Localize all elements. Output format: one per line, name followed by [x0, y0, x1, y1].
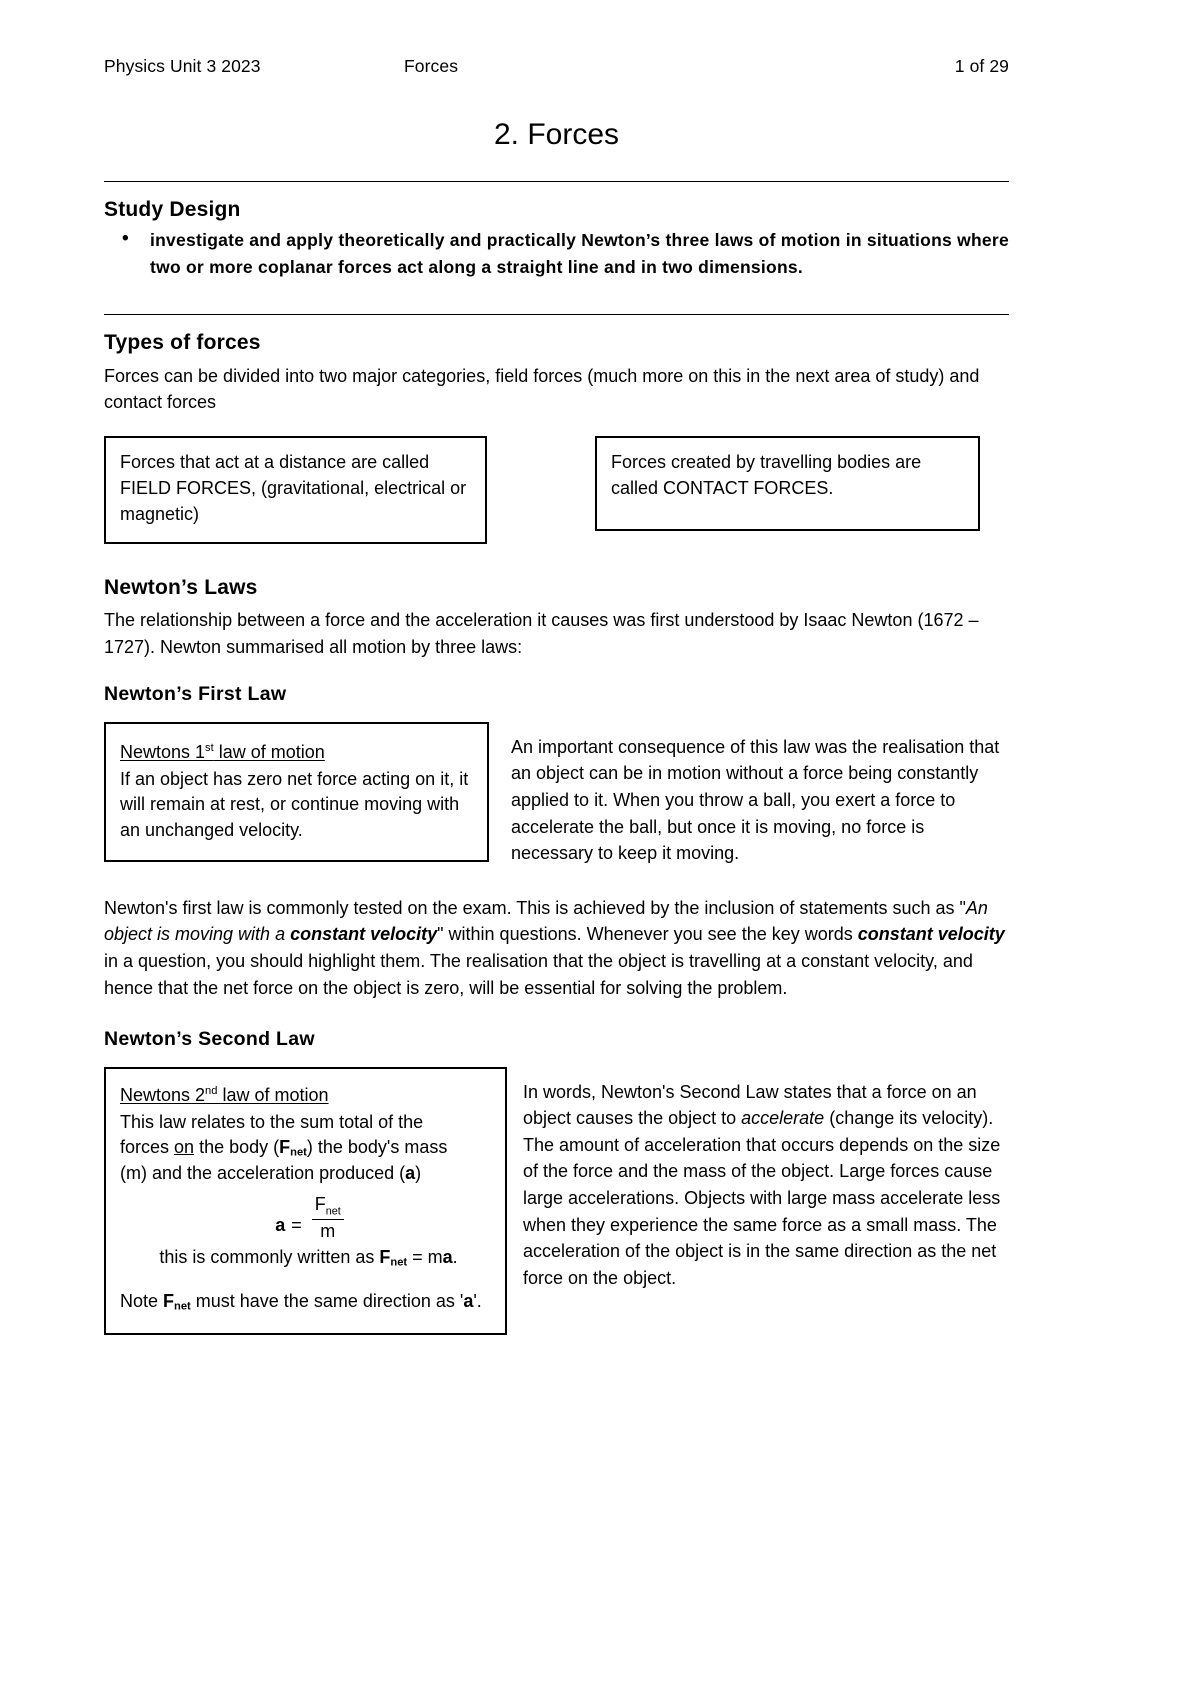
second-law-title-suffix: law of motion: [217, 1084, 329, 1105]
header-page-number: 1 of 29: [954, 56, 1009, 76]
exam-par-part3: in a question, you should highlight them. The realisation that the object is travelling at a constant velocity, and hence that the net force on the object is zero, will be essential for solving the problem.: [104, 951, 973, 998]
first-law-box-wrap: [104, 722, 489, 862]
newtons-laws-intro: The relationship between a force and the acceleration it causes was first understood by Isaac Newton (1672 – 1727). Newton summarised all motion by three laws:: [104, 610, 979, 657]
note-b: must have the same direction as ': [190, 1291, 464, 1312]
second-law-side-italic: accelerate: [741, 1108, 825, 1129]
formula-equals: =: [291, 1215, 302, 1236]
study-design-bullet: • investigate and apply theoretically and practically Newton’s three laws of motion in situations where two or more coplanar forces act along a straight line and in two dimensions.: [150, 227, 1009, 280]
second-law-title-prefix: Newtons 2: [120, 1084, 206, 1105]
study-design-list: [104, 227, 1009, 280]
exam-par-bolditalic1: constant velocity: [290, 924, 438, 945]
field-forces-box: Forces that act at a distance are called FIELD FORCES, (gravitational, electrical or magnetic): [104, 436, 487, 544]
second-law-line2-c: ) the body's mass: [306, 1137, 448, 1158]
formula-note-b: = m: [407, 1247, 443, 1268]
exam-par-part2: " within questions. Whenever you see the key words: [437, 924, 858, 945]
second-law-formula: [120, 1195, 491, 1241]
second-law-side-part2: (change its velocity). The amount of acceleration that occurs depends on the size of the force and the mass of the object. Large forces cause large accelerations. Objects with large mass accelerate less when they experience the same force as a small mass. The acceleration of the object is in the same direction as the net force on the object.: [523, 1108, 1001, 1288]
types-of-forces-intro: Forces can be divided into two major categories, field forces (much more on this in the next area of study) and contact forces: [104, 365, 980, 413]
formula-lhs: a: [275, 1215, 286, 1236]
note-c: '.: [473, 1291, 482, 1312]
formula-note-sub: net: [390, 1256, 408, 1269]
note-sub: net: [174, 1300, 191, 1313]
second-law-box-title: [120, 1083, 329, 1109]
formula-note-bold-a: a: [442, 1247, 453, 1268]
note-F: F: [163, 1291, 175, 1312]
first-law-side-text: An important consequence of this law was the realisation that an object can be in motion without a force being constantly applied to it. When you throw a ball, you exert a force to accelerate the ball, but once it is moving, no force is necessary to keep it moving.: [511, 736, 1000, 864]
second-law-line1: This law relates to the sum total of the: [120, 1111, 424, 1132]
study-design-heading: Study Design: [104, 198, 241, 221]
formula-numerator-sub: net: [325, 1205, 341, 1218]
exam-par-part1: Newton's first law is commonly tested on the exam. This is achieved by the inclusion of statements such as ": [104, 897, 966, 918]
second-law-sidetext-wrap: [523, 1067, 1009, 1292]
page-content: [104, 56, 1009, 1335]
header-center-text: Forces: [404, 56, 459, 76]
second-law-box: [104, 1067, 507, 1335]
second-law-line2-b: the body (: [194, 1137, 280, 1158]
first-law-box: [104, 722, 489, 862]
second-law-line3-a: (m) and the acceleration produced (: [120, 1163, 406, 1184]
newtons-first-law-heading: Newton’s First Law: [104, 683, 287, 706]
formula-fraction: [312, 1195, 344, 1241]
first-law-sidetext-wrap: [511, 722, 1009, 867]
types-of-forces-boxes-row: [104, 436, 1009, 544]
first-law-title-ordinal: st: [205, 741, 214, 754]
contact-forces-box: Forces created by travelling bodies are called CONTACT FORCES.: [595, 436, 980, 531]
second-law-line3-b: ): [415, 1163, 422, 1184]
formula-note: [126, 1245, 491, 1271]
formula-denominator: m: [320, 1221, 336, 1242]
first-law-box-title: [120, 740, 325, 766]
first-law-row: [104, 722, 1009, 867]
formula-numerator-F: F: [314, 1194, 326, 1215]
note-a: Note: [120, 1291, 164, 1312]
acceleration-symbol: a: [405, 1163, 416, 1184]
exam-par-italic1: An object is moving with a: [104, 897, 988, 945]
first-law-title-prefix: Newtons 1: [120, 741, 206, 762]
formula-note-c: .: [452, 1247, 458, 1268]
second-law-note: [120, 1289, 491, 1315]
types-of-forces-heading: Types of forces: [104, 331, 261, 355]
first-law-exam-paragraph: [104, 895, 1009, 1002]
second-law-box-wrap: [104, 1067, 507, 1335]
first-law-box-body: If an object has zero net force acting on it, it will remain at rest, or continue moving with an unchanged velocity.: [120, 768, 469, 841]
second-law-side-part1: In words, Newton's Second Law states that a force on an object causes the object to: [523, 1081, 977, 1129]
second-law-line2-underlined: on: [174, 1137, 195, 1158]
contact-forces-box-wrap: [595, 436, 980, 531]
field-forces-box-wrap: [104, 436, 487, 544]
page-title: 2. Forces: [493, 118, 620, 151]
divider-bottom: [104, 314, 1009, 315]
fnet-subscript: net: [290, 1146, 307, 1159]
header-left-text: Physics Unit 3 2023: [104, 56, 261, 76]
exam-par-bolditalic2: constant velocity: [857, 924, 1005, 945]
running-header: [104, 56, 1009, 77]
formula-numerator: [312, 1195, 344, 1220]
newtons-laws-heading: Newton’s Laws: [104, 575, 258, 599]
formula-note-F: F: [379, 1247, 391, 1268]
divider-top: [104, 181, 1009, 182]
fnet-symbol: F: [279, 1137, 291, 1158]
second-law-title-ordinal: nd: [205, 1084, 218, 1097]
first-law-title-suffix: law of motion: [213, 741, 325, 762]
second-law-row: [104, 1067, 1009, 1335]
formula-note-a: this is commonly written as: [159, 1247, 380, 1268]
newtons-second-law-heading: Newton’s Second Law: [104, 1028, 315, 1051]
second-law-line2-a: forces: [120, 1137, 175, 1158]
second-law-side-text: [523, 1079, 1009, 1292]
note-bold-a: a: [463, 1291, 474, 1312]
